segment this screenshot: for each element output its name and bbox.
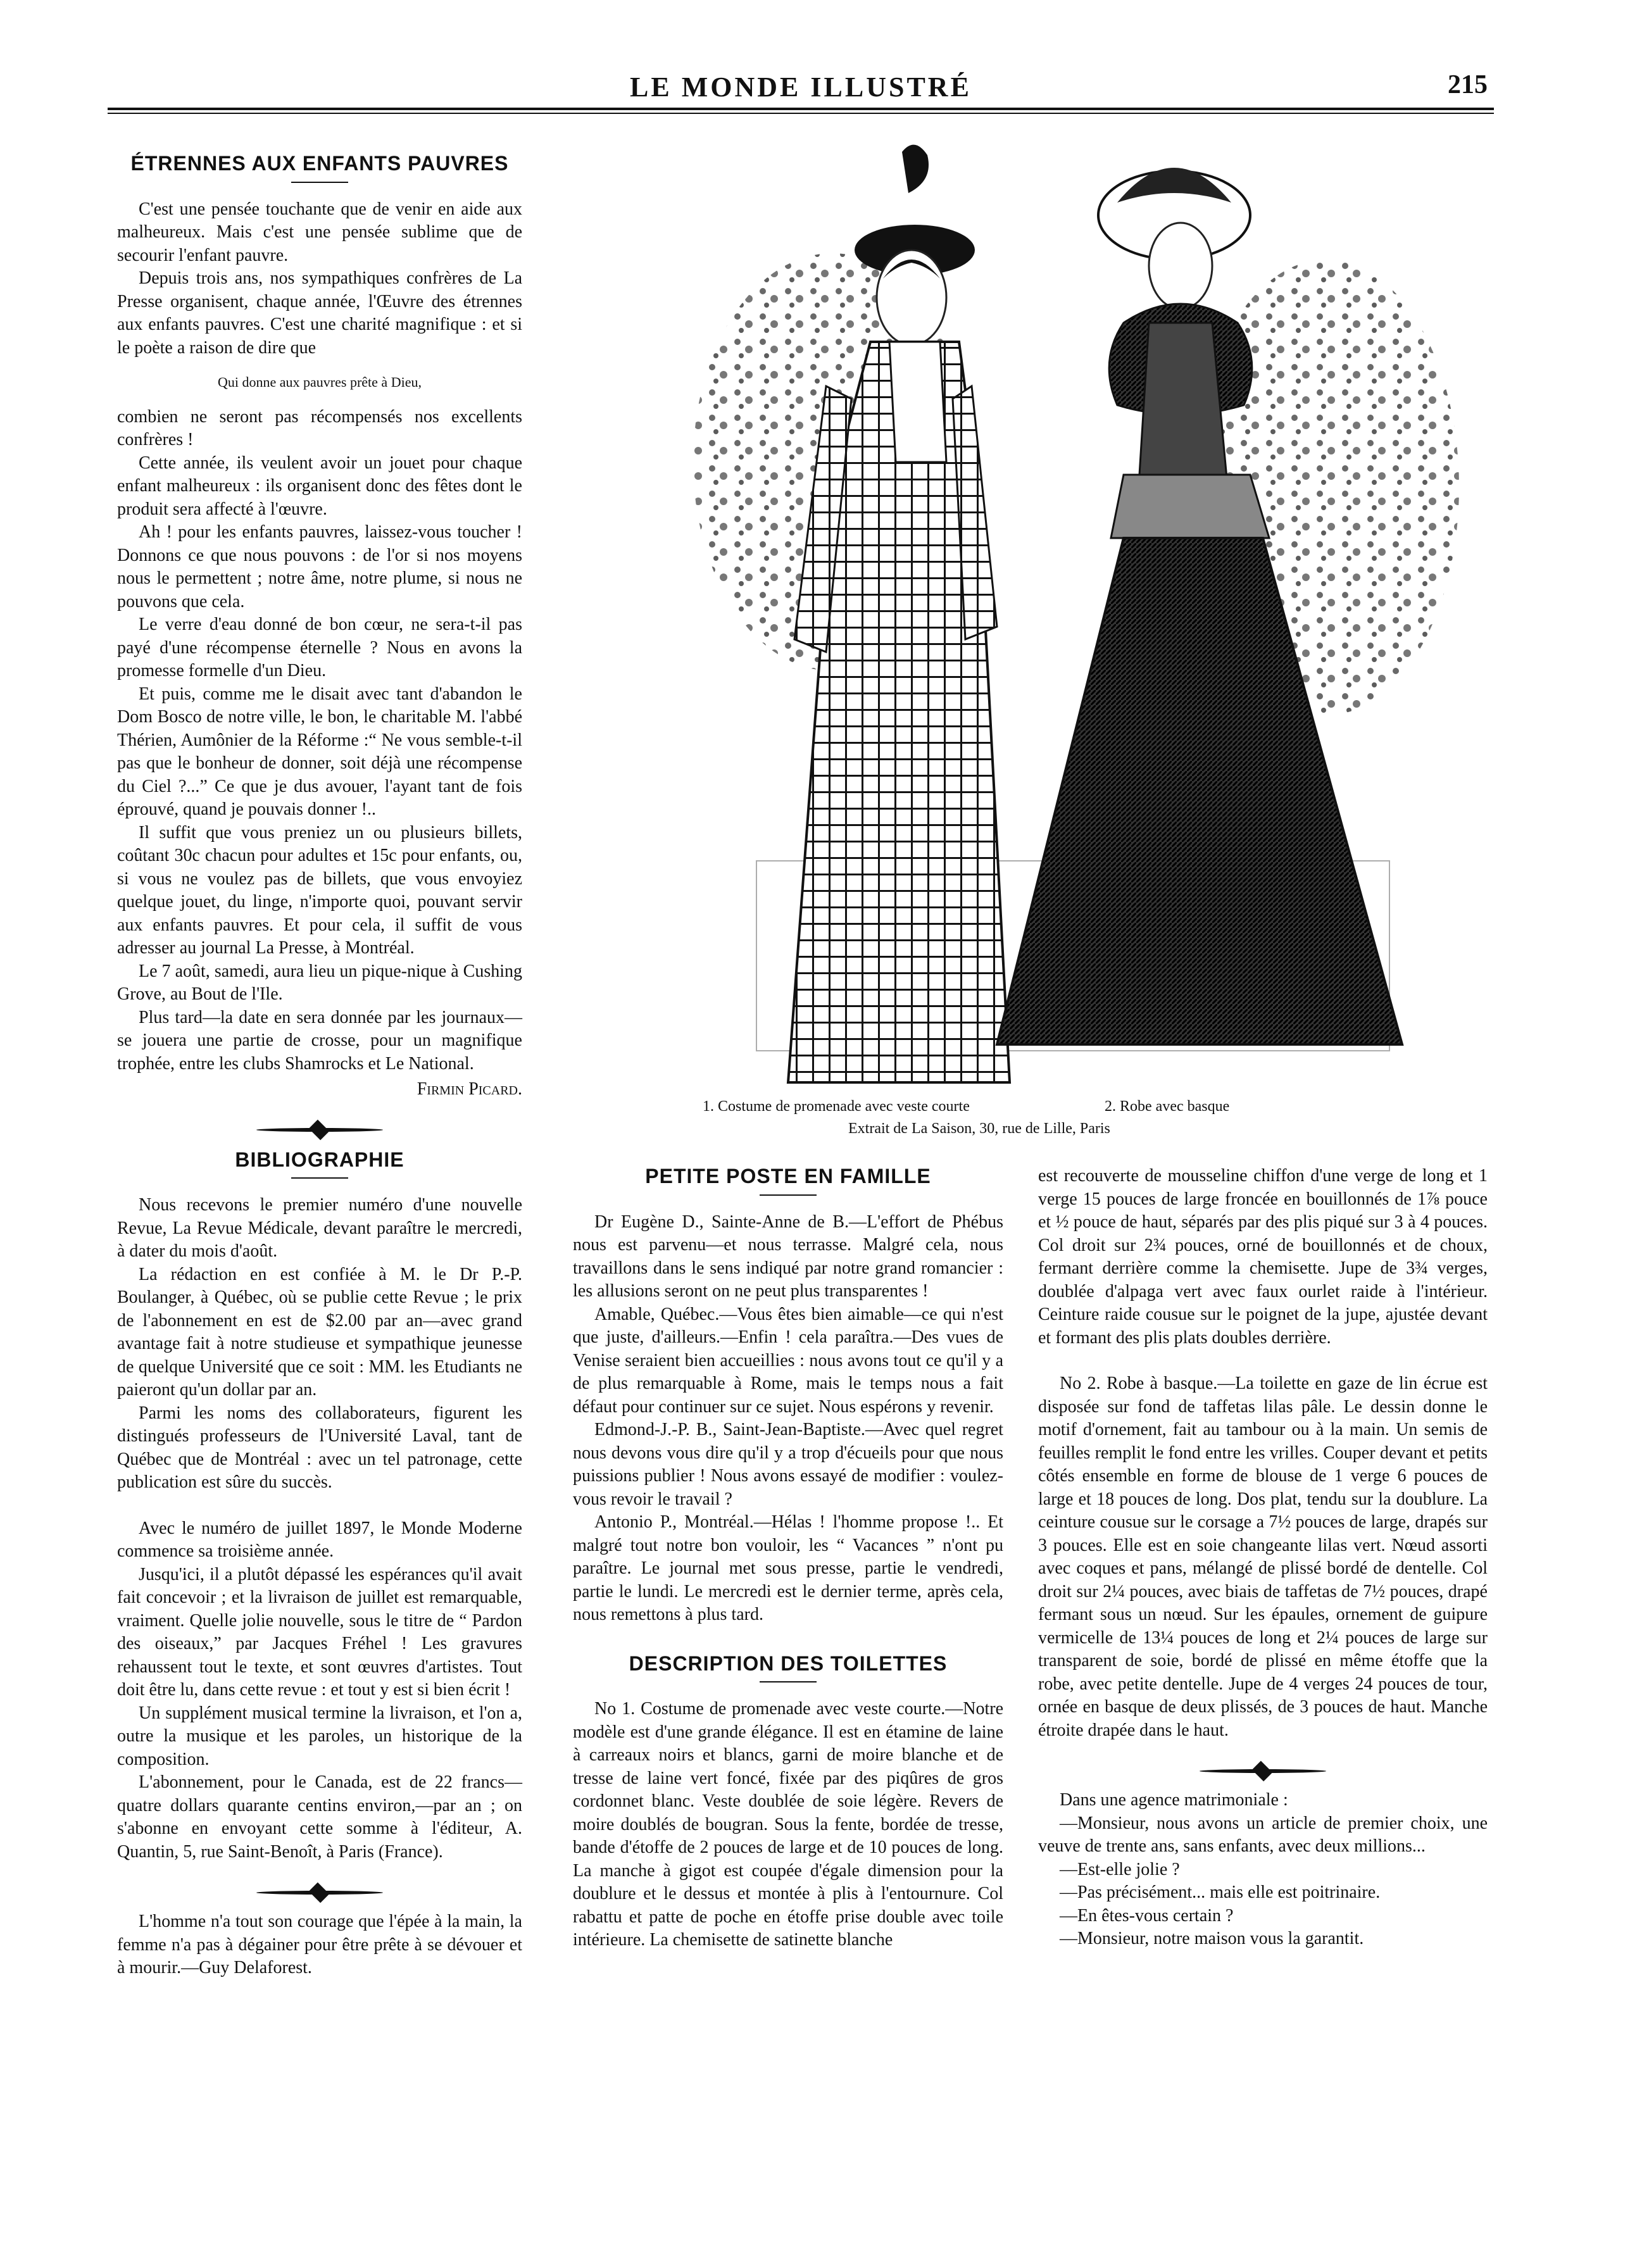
- paragraph: No 1. Costume de promenade avec veste courte.—Notre modèle est d'une grande élégance. Il est en étamine de laine à carreaux noirs et blancs, garni de moire blanche et de tresse de laine vert foncé, fixée par des piqûres de gros cordonnet blanc. Veste doublée de soie légère. Revers de moire doublés de bougran. Sous la fente, bordée de tresse, bande d'étoffe de 2 pouces de large et de 10 pouces de long. La manche à gigot est coupée d'égale dimension pour la doublure et le dessus et montée à plis à l'entournure. Col rabattu et patte de poche en étoffe prise double avec toile intérieure. La chemisette de satinette blanche: [573, 1699, 1003, 1950]
- paragraph: Cette année, ils veulent avoir un jouet pour chaque enfant malheureux : ils organisent donc des fêtes dont le produit sera affecté à l'œuvre.: [117, 453, 522, 519]
- fashion-illustration: [680, 133, 1459, 1095]
- paragraph: No 2. Robe à basque.—La toilette en gaze de lin écrue est disposée sur fond de taffetas lilas pâle. Le dessin donne le motif d'ornement, fait au tambour ou à la main. Un semis de feuilles remplit le fond entre les vrilles. Couper devant et petits côtés ensemble en forme de blouse de 1 verge 6 pouces de large et 18 pouces de long. Dos plat, tendu sur la doublure. La ceinture cousue sur le corsage a 7½ pouces de large, drapés sur 3 pouces. Elle est en soie changeante lilas vert. Nœud assorti avec coques et pans, mélangé de plissé bordé de dentelle. Col droit sur 2¼ pouces, avec biais de taffetas de 7½ pouces, drapé fermant sous un nœud. Sur les épaules, ornement de guipure vermicelle de 13¼ pouces de long et 2¼ pouces de large sur transparent de soie, bordé de plissé en même étoffe que la robe, avec petite dentelle. Jupe de 4 verges 24 pouces de tour, ornée en basque de deux plissés, de 3 pouces de haut. Manche étroite drapée dans le haut.: [1038, 1374, 1488, 1740]
- paragraph: L'homme n'a tout son courage que l'épée à la main, la femme n'a pas à dégainer pour être prête à se dévouer et à mourir.—Guy Delaforest.: [117, 1912, 522, 1977]
- paragraph: C'est une pensée touchante que de venir en aide aux malheureux. Mais c'est une pensée sublime que de secourir l'enfant pauvre.: [117, 199, 522, 265]
- heading-petite-poste: PETITE POSTE EN FAMILLE: [645, 1165, 931, 1187]
- paragraph: Ah ! pour les enfants pauvres, laissez-vous toucher ! Donnons ce que nous pouvons : de l'or si nos moyens nous le permettent ; notre âme, notre plume, si nous ne pouvons que cela.: [117, 522, 522, 611]
- paragraph: Nous recevons le premier numéro d'une nouvelle Revue, La Revue Médicale, devant paraître le mercredi, à dater du mois d'août.: [117, 1195, 522, 1261]
- heading-rule: [291, 182, 348, 183]
- paragraph: Avec le numéro de juillet 1897, le Monde Moderne commence sa troisième année.: [117, 1518, 522, 1561]
- paragraph: Antonio P., Montréal.—Hélas ! l'homme propose !.. Et malgré tout notre bon vouloir, les “ Vacances ” n'ont pu paraître. Le journal met sous presse, partie le vendredi, partie le lundi. Le mercredi est le dernier terme, après cela, nous remettons à plus tard.: [573, 1512, 1003, 1624]
- joke-line: —En êtes-vous certain ?: [1060, 1905, 1234, 1926]
- joke-line: Dans une agence matrimoniale :: [1060, 1790, 1288, 1810]
- caption-figure-2: 2. Robe avec basque: [1105, 1098, 1230, 1115]
- heading-bibliographie: BIBLIOGRAPHIE: [235, 1148, 404, 1171]
- paragraph: Il suffit que vous preniez un ou plusieurs billets, coûtant 30c chacun pour adultes et 15c pour enfants, ou, si vous ne voulez pas de billets, que vous envoyiez quelque jouet, du linge, n'importe quoi, pouvant servir aux enfants pauvres. Et pour cela, il suffit de vous adresser au journal La Presse, à Montréal.: [117, 822, 522, 958]
- heading-rule: [760, 1681, 817, 1682]
- joke-line: —Monsieur, nous avons un article de premier choix, une veuve de trente ans, sans enfants, avec deux millions...: [1038, 1813, 1488, 1856]
- paragraph: Et puis, comme me le disait avec tant d'abandon le Dom Bosco de notre ville, le bon, le charitable M. l'abbé Thérien, Aumônier de la Réforme :“ Ne vous semble-t-il pas que le bonheur de donner, soit déjà une récompense du Ciel ?...” Ce que je dus avouer, l'ayant tant de fois éprouvé, quand je pouvais donner !..: [117, 684, 522, 819]
- paragraph: Dr Eugène D., Sainte-Anne de B.—L'effort de Phébus nous est parvenu—et nous terrasse. Malgré cela, nous travaillons dans le sens indiqué par notre grand romancier : les allusions seront on ne peut plus transparentes !: [573, 1212, 1003, 1301]
- paragraph: La rédaction en est confiée à M. le Dr P.-P. Boulanger, à Québec, où se publie cette Revue ; le prix de l'abonnement en est de $2.00 par an—avec grand avantage fait à notre studieuse et sympathique jeunesse de quelque Université que ce soit : MM. les Etudiants ne paieront qu'un dollar par an.: [117, 1264, 522, 1400]
- masthead: [108, 63, 1494, 114]
- newspaper-title: LE MONDE ILLUSTRÉ: [630, 72, 972, 103]
- ornament-divider: [1038, 1758, 1488, 1771]
- heading-rule: [760, 1194, 817, 1196]
- paragraph: Edmond-J.-P. B., Saint-Jean-Baptiste.—Avec quel regret nous devons vous dire qu'il y a trop d'écueils pour que nous puissions publier ! Nous avons essayé de modifier : voulez-vous revoir le travail ?: [573, 1420, 1003, 1509]
- paragraph: Parmi les noms des collaborateurs, figurent les distingués professeurs de l'Université Laval, tant de Québec que de Montréal : avec un tel patronage, cette publication est sûre du succès.: [117, 1403, 522, 1492]
- paragraph: L'abonnement, pour le Canada, est de 22 francs—quatre dollars quarante centins environ,—par an ; on s'abonne en envoyant cette somme à l'éditeur, A. Quantin, 5, rue Saint-Benoît, à Paris (France).: [117, 1772, 522, 1862]
- heading-etrennes: ÉTRENNES AUX ENFANTS PAUVRES: [130, 152, 509, 175]
- paragraph: Un supplément musical termine la livraison, et l'on a, outre la musique et les paroles, un historique de la composition.: [117, 1703, 522, 1769]
- page-number: 215: [1448, 70, 1488, 99]
- joke-line: —Monsieur, notre maison vous la garantit.: [1060, 1929, 1364, 1948]
- column-middle: [573, 1165, 1003, 1952]
- caption-figure-1: 1. Costume de promenade avec veste courte: [703, 1098, 970, 1115]
- column-left: [117, 152, 522, 1980]
- heading-description-toilettes: DESCRIPTION DES TOILETTES: [629, 1651, 948, 1675]
- column-right: [1038, 1165, 1488, 1951]
- paragraph: Plus tard—la date en sera donnée par les journaux—se jouera une partie de crosse, pour un magnifique trophée, entre les clubs Shamrocks et Le National.: [117, 1007, 522, 1074]
- masthead-rule: [108, 108, 1494, 110]
- paragraph: Le verre d'eau donné de bon cœur, ne sera-t-il pas payé d'une récompense éternelle ? Nous en avons la promesse formelle d'un Dieu.: [117, 615, 522, 680]
- engraving-image: [680, 133, 1459, 1095]
- paragraph: Le 7 août, samedi, aura lieu un pique-nique à Cushing Grove, au Bout de l'Ile.: [117, 961, 522, 1004]
- caption-source: Extrait de La Saison, 30, rue de Lille, Paris: [848, 1120, 1110, 1137]
- signature: Firmin Picard.: [417, 1079, 522, 1099]
- ornament-divider: [117, 1880, 522, 1893]
- ornament-divider: [117, 1118, 522, 1131]
- paragraph: Depuis trois ans, nos sympathiques confrères de La Presse organisent, chaque année, l'Œuvre des étrennes aux enfants pauvres. C'est une charité magnifique : et si le poète a raison de dire que: [117, 268, 522, 358]
- paragraph: combien ne seront pas récompensés nos excellents confrères !: [117, 406, 522, 449]
- paragraph: est recouverte de mousseline chiffon d'une verge de long et 1 verge 15 pouces de large froncée en bouillonnés de 1⅞ pouce et ½ pouce de haut, séparés par des plis piqué sur 3 à 4 pouces. Col droit sur 2¾ pouces, orné de bouillonnés et de choux, fermant derrière comme la chemisette. Jupe de 3¾ verges, doublée d'alpaga vert avec faux ourlet raide à l'intérieur. Ceinture raide cousue sur le poignet de la jupe, ajustée devant et formant des plis plats doubles derrière.: [1038, 1166, 1488, 1348]
- masthead-rule-thin: [108, 113, 1494, 114]
- paragraph: Jusqu'ici, il a plutôt dépassé les espérances qu'il avait fait concevoir ; et la livraison de juillet est remarquable, vraiment. Quelle jolie nouvelle, sous le titre de “ Pardon des oiseaux,” par Jacques Fréhel ! Les gravures rehaussent tout le texte, et sont œuvres d'artistes. Tout doit être lu, dans cette revue : et tout y est si bien écrit !: [117, 1564, 522, 1700]
- quote: Qui donne aux pauvres prête à Dieu,: [218, 374, 422, 390]
- paragraph: Amable, Québec.—Vous êtes bien aimable—ce qui n'est que juste, d'ailleurs.—Enfin ! cela paraîtra.—Des vues de Venise seraient bien accueillies : nous avons tout ce qu'il y a de plus remarquable à Rome, mais le temps nous a fait défaut pour continuer sur ce sujet. Nous espérons y revenir.: [573, 1304, 1003, 1417]
- joke-line: —Est-elle jolie ?: [1060, 1859, 1180, 1879]
- heading-rule: [291, 1177, 348, 1179]
- joke-line: —Pas précisément... mais elle est poitrinaire.: [1060, 1883, 1381, 1902]
